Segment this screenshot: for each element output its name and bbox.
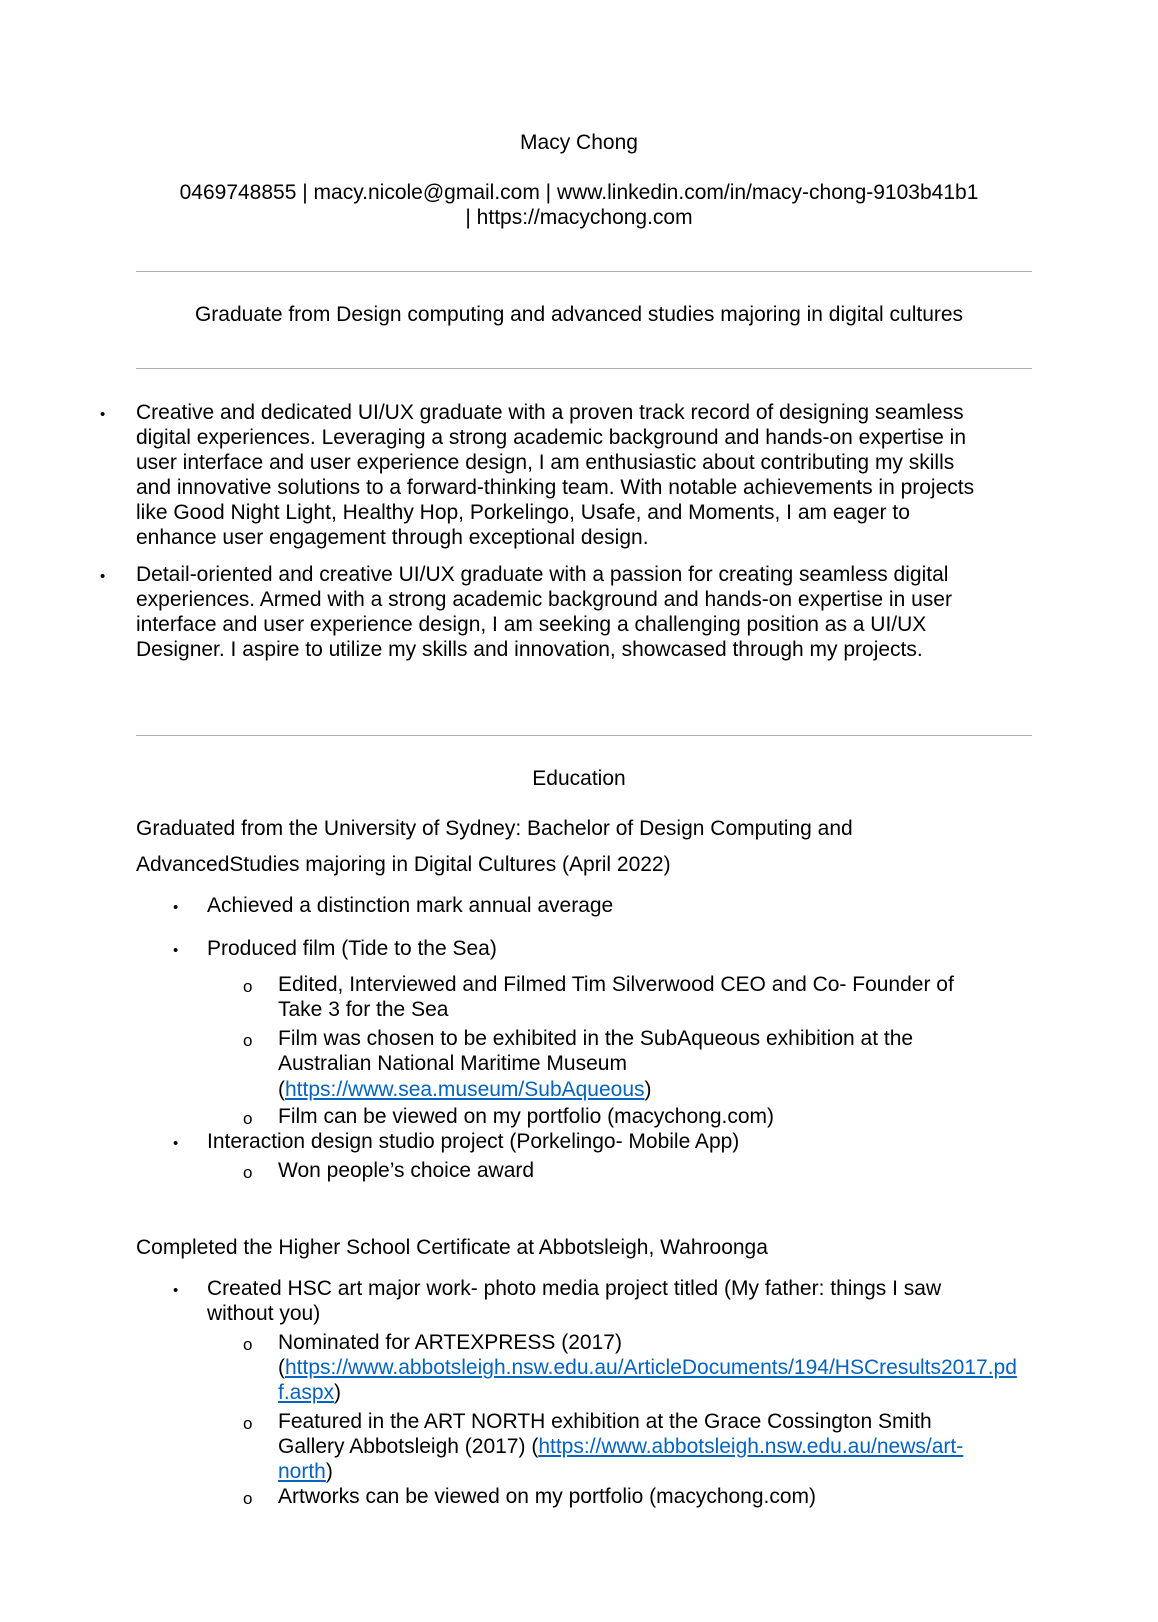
art-north-link[interactable]: https://www.abbotsleigh.nsw.edu.au/news/art-north bbox=[278, 1435, 964, 1483]
bullet-icon: • bbox=[173, 1135, 179, 1152]
sub-bullet-icon: o bbox=[243, 1109, 253, 1128]
university-line-2: AdvancedStudies majoring in Digital Cultures (April 2022) bbox=[136, 853, 671, 876]
list-item-film: Produced film (Tide to the Sea) bbox=[207, 937, 497, 960]
school-line: Completed the Higher School Certificate at Abbotsleigh, Wahroonga bbox=[136, 1236, 768, 1259]
subaqueous-link[interactable]: https://www.sea.museum/SubAqueous bbox=[285, 1078, 645, 1101]
list-item-distinction: Achieved a distinction mark annual average bbox=[207, 894, 614, 917]
sub-item-portfolio-film: Film can be viewed on my portfolio (macychong.com) bbox=[278, 1105, 775, 1128]
contact-line-1: 0469748855 | macy.nicole@gmail.com | www.linkedin.com/in/macy-chong-9103b41b1 bbox=[179, 181, 979, 204]
bullet-icon: • bbox=[100, 568, 106, 585]
divider bbox=[136, 368, 1032, 369]
sub-bullet-icon: o bbox=[243, 1414, 253, 1433]
sub-item-portfolio-artworks: Artworks can be viewed on my portfolio (macychong.com) bbox=[278, 1485, 817, 1508]
sub-bullet-icon: o bbox=[243, 1335, 253, 1354]
sub-item-art-north: Featured in the ART NORTH exhibition at the Grace Cossington Smith Gallery Abbotsleigh (2017) (https://www.abbotsleigh.nsw.edu.au/news/art-north) bbox=[278, 1410, 964, 1483]
sub-bullet-icon: o bbox=[243, 1163, 253, 1182]
link-line-subaqueous: (https://www.sea.museum/SubAqueous) bbox=[278, 1078, 652, 1101]
summary-paragraph-1: Creative and dedicated UI/UX graduate with a proven track record of designing seamless digital experiences. Leveraging a strong academic background and hands-on expertise in user interface and user experience design, I am enthusiastic about contributing my skills and innovative solutions to a forward-thinking team. With notable achievements in projects like Good Night Light, Healthy Hop, Porkelingo, Usafe, and Moments, I am eager to enhance user engagement through exceptional design. bbox=[136, 401, 975, 549]
contact-line-2: | https://macychong.com bbox=[465, 206, 693, 229]
bullet-icon: • bbox=[173, 942, 179, 959]
bullet-icon: • bbox=[173, 899, 179, 916]
sub-item-artexpress: Nominated for ARTEXPRESS (2017) bbox=[278, 1331, 622, 1354]
sub-item-award: Won people’s choice award bbox=[278, 1159, 535, 1182]
bullet-icon: • bbox=[100, 406, 106, 423]
university-line-1: Graduated from the University of Sydney: Bachelor of Design Computing and bbox=[136, 817, 853, 840]
sub-item-exhibited: Film was chosen to be exhibited in the SubAqueous exhibition at the Australian National Maritime Museum bbox=[278, 1027, 914, 1075]
list-item-interaction-design: Interaction design studio project (Porkelingo- Mobile App) bbox=[207, 1130, 740, 1153]
divider bbox=[136, 271, 1032, 272]
candidate-name: Macy Chong bbox=[520, 131, 638, 154]
hsc-results-link[interactable]: https://www.abbotsleigh.nsw.edu.au/ArticleDocuments/194/HSCresults2017.pdf.aspx bbox=[278, 1356, 1017, 1404]
bullet-icon: • bbox=[173, 1282, 179, 1299]
list-item-hsc-art: Created HSC art major work- photo media project titled (My father: things I saw without you) bbox=[207, 1277, 942, 1325]
sub-bullet-icon: o bbox=[243, 1489, 253, 1508]
link-line-hsc-results: (https://www.abbotsleigh.nsw.edu.au/ArticleDocuments/194/HSCresults2017.pdf.aspx) bbox=[278, 1356, 1017, 1404]
summary-paragraph-2: Detail-oriented and creative UI/UX graduate with a passion for creating seamless digital experiences. Armed with a strong academic background and hands-on expertise in user interface and user experience design, I am seeking a challenging position as a UI/UX Designer. I aspire to utilize my skills and innovation, showcased through my projects. bbox=[136, 563, 952, 661]
tagline: Graduate from Design computing and advanced studies majoring in digital cultures bbox=[194, 303, 964, 326]
education-heading: Education bbox=[532, 767, 626, 790]
sub-bullet-icon: o bbox=[243, 1031, 253, 1050]
sub-item-edited: Edited, Interviewed and Filmed Tim Silverwood CEO and Co- Founder of Take 3 for the Sea bbox=[278, 973, 954, 1021]
divider bbox=[136, 735, 1032, 736]
sub-bullet-icon: o bbox=[243, 977, 253, 996]
